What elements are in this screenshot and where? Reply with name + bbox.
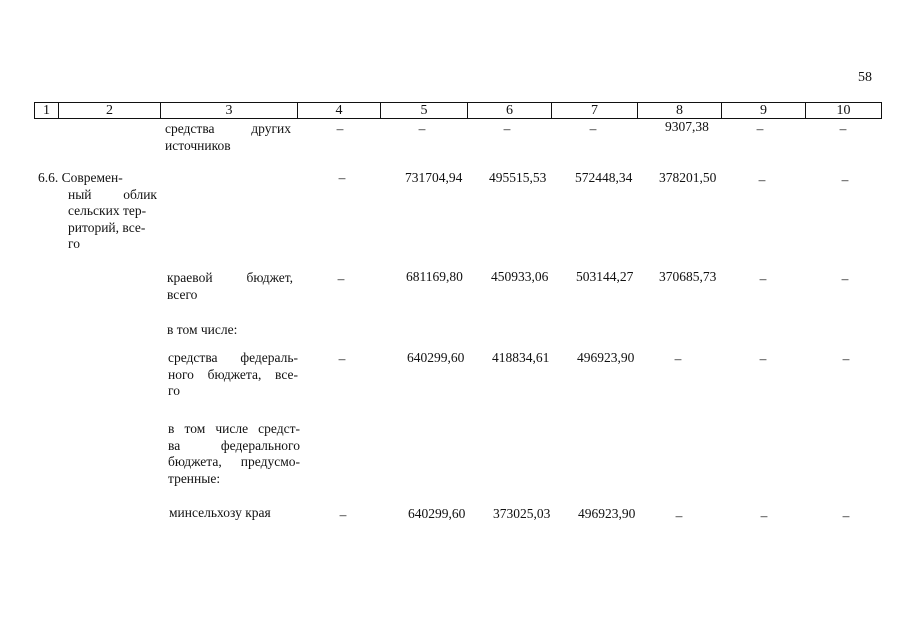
row0-col9: – <box>756 121 764 136</box>
header-cell-5: 5 <box>381 103 468 119</box>
row2-col6: 450933,06 <box>491 269 549 284</box>
row0-col7: – <box>589 121 597 136</box>
row4-col5: 640299,60 <box>407 350 465 365</box>
header-cell-3: 3 <box>161 103 298 119</box>
row-label-other-sources: средства других источников <box>165 121 291 153</box>
page-number: 58 <box>858 70 872 85</box>
row-label-including: в том числе: <box>167 322 238 337</box>
row4-col8: – <box>674 351 682 366</box>
row6-col8: – <box>675 508 683 523</box>
header-cell-10: 10 <box>806 103 882 119</box>
header-cell-9: 9 <box>722 103 806 119</box>
row0-col5: – <box>418 121 426 136</box>
row2-col7: 503144,27 <box>576 269 634 284</box>
header-cell-6: 6 <box>468 103 552 119</box>
row2-col9: – <box>759 271 767 286</box>
header-cell-4: 4 <box>298 103 381 119</box>
header-cell-8: 8 <box>638 103 722 119</box>
row-label-regional-budget: краевой бюджет, всего <box>167 270 293 302</box>
row4-col6: 418834,61 <box>492 350 550 365</box>
column-number-header <box>34 102 882 119</box>
row-label-ministry-agriculture: минсельхозу края <box>169 505 271 520</box>
row0-col8: 9307,38 <box>665 119 709 134</box>
row2-col5: 681169,80 <box>406 269 463 284</box>
row4-col9: – <box>759 351 767 366</box>
row4-col4: – <box>338 351 346 366</box>
row2-col10: – <box>841 271 849 286</box>
row6-col7: 496923,90 <box>578 506 636 521</box>
row2-col8: 370685,73 <box>659 269 717 284</box>
row0-col10: – <box>839 121 847 136</box>
row2-col4: – <box>337 271 345 286</box>
row1-col9: – <box>758 172 766 187</box>
row1-col4: – <box>338 170 346 185</box>
row1-col10: – <box>841 172 849 187</box>
row1-col8: 378201,50 <box>659 170 717 185</box>
row6-col5: 640299,60 <box>408 506 466 521</box>
header-cell-2: 2 <box>59 103 161 119</box>
row6-col9: – <box>760 508 768 523</box>
row6-col4: – <box>339 507 347 522</box>
row0-col6: – <box>503 121 511 136</box>
row-label-federal-funds-provided: в том числе средст- ва федерального бюджета, предусмо- тренные: <box>168 421 300 486</box>
row6-col10: – <box>842 508 850 523</box>
row-label-federal-budget: средства федераль- ного бюджета, все- го <box>168 350 298 398</box>
row1-col6: 495515,53 <box>489 170 547 185</box>
header-cell-1: 1 <box>35 103 59 119</box>
row1-col7: 572448,34 <box>575 170 633 185</box>
header-cell-7: 7 <box>552 103 638 119</box>
row4-col7: 496923,90 <box>577 350 635 365</box>
row6-col6: 373025,03 <box>493 506 551 521</box>
row0-col4: – <box>336 121 344 136</box>
row-label-rural-territories: 6.6. Современ- ный облик сельских тер- риторий, все- го <box>38 170 157 251</box>
row4-col10: – <box>842 351 850 366</box>
row1-col5: 731704,94 <box>405 170 463 185</box>
